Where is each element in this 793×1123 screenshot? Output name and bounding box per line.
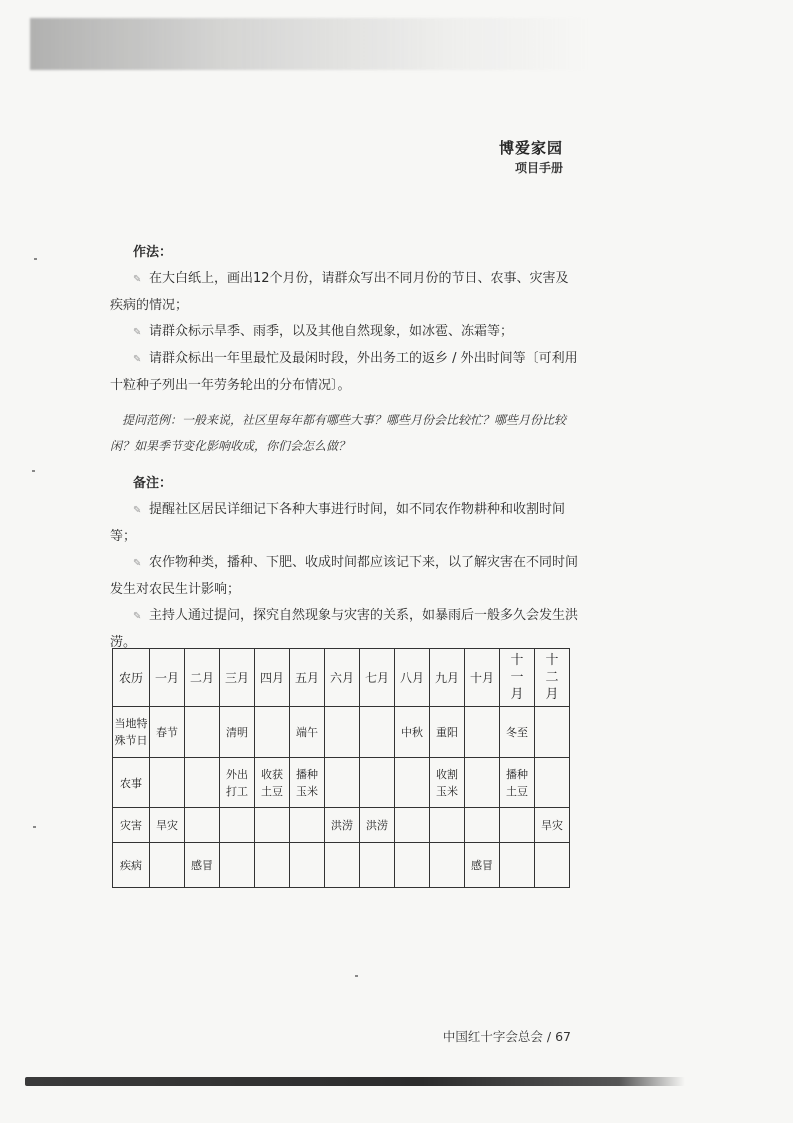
table-cell — [395, 808, 430, 843]
table-cell — [185, 808, 220, 843]
page-header — [499, 137, 563, 176]
table-cell — [255, 707, 290, 758]
table-cell: 重阳 — [430, 707, 465, 758]
table-cell — [430, 808, 465, 843]
table-cell — [395, 843, 430, 888]
table-cell: 冬至 — [500, 707, 535, 758]
scan-shadow-bottom — [25, 1077, 685, 1086]
month-header: 十月 — [465, 649, 500, 707]
main-content — [110, 240, 580, 656]
table-cell — [465, 808, 500, 843]
table-cell — [220, 843, 255, 888]
table-cell — [290, 843, 325, 888]
notes-item: ✎ 农作物种类，播种、下肥、收成时间都应该记下来，以了解灾害在不同时间发生对农民生计影响； — [110, 550, 580, 603]
table-cell — [220, 808, 255, 843]
table-cell: 感冒 — [185, 843, 220, 888]
bullet-icon: ✎ — [133, 558, 142, 569]
table-cell — [465, 758, 500, 808]
book-title: 博爱家园 — [498, 139, 563, 157]
notes-item: ✎ 提醒社区居民详细记下各种大事进行时间，如不同农作物耕种和收割时间等； — [110, 497, 580, 550]
scan-speck — [355, 975, 358, 977]
question-example: 提问范例：一般来说，社区里每年都有哪些大事？哪些月份会比较忙？哪些月份比较闲？如果季节变化影响收成，你们会怎么做？ — [110, 413, 567, 453]
method-item: ✎ 请群众标示旱季、雨季，以及其他自然现象，如冰雹、冻霜等； — [110, 319, 580, 346]
table-cell — [535, 843, 570, 888]
table-row — [113, 707, 570, 758]
seasonal-calendar-table — [112, 648, 570, 888]
table-cell: 播种土豆 — [500, 758, 535, 808]
notes-section — [110, 471, 580, 656]
table-cell: 旱灾 — [150, 808, 185, 843]
table-cell — [150, 758, 185, 808]
bullet-icon: ✎ — [133, 327, 142, 338]
method-item: ✎ 请群众标出一年里最忙及最闲时段，外出务工的返乡 / 外出时间等〔可利用十粒种子列出一年劳务轮出的分布情况〕。 — [110, 346, 580, 399]
table-cell: 旱灾 — [535, 808, 570, 843]
table-cell: 清明 — [220, 707, 255, 758]
table-cell: 春节 — [150, 707, 185, 758]
month-header: 九月 — [430, 649, 465, 707]
table-cell: 中秋 — [395, 707, 430, 758]
month-header: 五月 — [290, 649, 325, 707]
month-header: 一月 — [150, 649, 185, 707]
table-cell — [535, 707, 570, 758]
method-title: 作法： — [133, 245, 173, 260]
row-label: 灾害 — [113, 808, 150, 843]
table-cell — [395, 758, 430, 808]
table-cell — [360, 707, 395, 758]
table-cell — [255, 843, 290, 888]
table-cell — [430, 843, 465, 888]
scan-speck — [33, 826, 36, 828]
table-cell — [290, 808, 325, 843]
book-subtitle: 项目手册 — [514, 161, 563, 175]
month-header: 四月 — [255, 649, 290, 707]
page-footer: 中国红十字会总会 / 67 — [442, 1029, 571, 1044]
month-header: 六月 — [325, 649, 360, 707]
table-cell — [255, 808, 290, 843]
scan-shadow-top — [30, 18, 590, 70]
table-cell: 感冒 — [465, 843, 500, 888]
method-item: ✎ 在大白纸上，画出12个月份，请群众写出不同月份的节日、农事、灾害及疾病的情况； — [110, 266, 580, 319]
table-header-row — [113, 649, 570, 707]
table-cell — [185, 758, 220, 808]
table-cell — [360, 843, 395, 888]
table-cell: 洪涝 — [325, 808, 360, 843]
table-corner: 农历 — [113, 649, 150, 707]
notes-item: ✎ 主持人通过提问，探究自然现象与灾害的关系，如暴雨后一般多久会发生洪涝。 — [110, 603, 580, 656]
table-cell — [150, 843, 185, 888]
table-cell — [465, 707, 500, 758]
month-header: 三月 — [220, 649, 255, 707]
table-cell: 端午 — [290, 707, 325, 758]
row-label: 农事 — [113, 758, 150, 808]
month-header: 十一月 — [500, 649, 535, 707]
notes-title: 备注： — [133, 476, 173, 491]
table-cell: 洪涝 — [360, 808, 395, 843]
bullet-icon: ✎ — [133, 611, 142, 622]
bullet-icon: ✎ — [133, 354, 142, 365]
scan-speck — [34, 258, 37, 260]
table-cell: 收获土豆 — [255, 758, 290, 808]
month-header: 七月 — [360, 649, 395, 707]
month-header: 二月 — [185, 649, 220, 707]
table-cell: 播种玉米 — [290, 758, 325, 808]
bullet-icon: ✎ — [133, 274, 142, 285]
table-cell — [500, 808, 535, 843]
table-cell — [185, 707, 220, 758]
bullet-icon: ✎ — [133, 505, 142, 516]
row-label: 疾病 — [113, 843, 150, 888]
table-cell — [325, 707, 360, 758]
table-cell — [325, 758, 360, 808]
table-row — [113, 808, 570, 843]
month-header: 八月 — [395, 649, 430, 707]
table-cell — [325, 843, 360, 888]
table-cell — [535, 758, 570, 808]
scan-speck — [32, 470, 35, 472]
table-cell — [360, 758, 395, 808]
table-cell — [500, 843, 535, 888]
row-label: 当地特殊节日 — [113, 707, 150, 758]
table-cell: 外出打工 — [220, 758, 255, 808]
month-header: 十二月 — [535, 649, 570, 707]
table-row — [113, 843, 570, 888]
table-cell: 收割玉米 — [430, 758, 465, 808]
table-row — [113, 758, 570, 808]
